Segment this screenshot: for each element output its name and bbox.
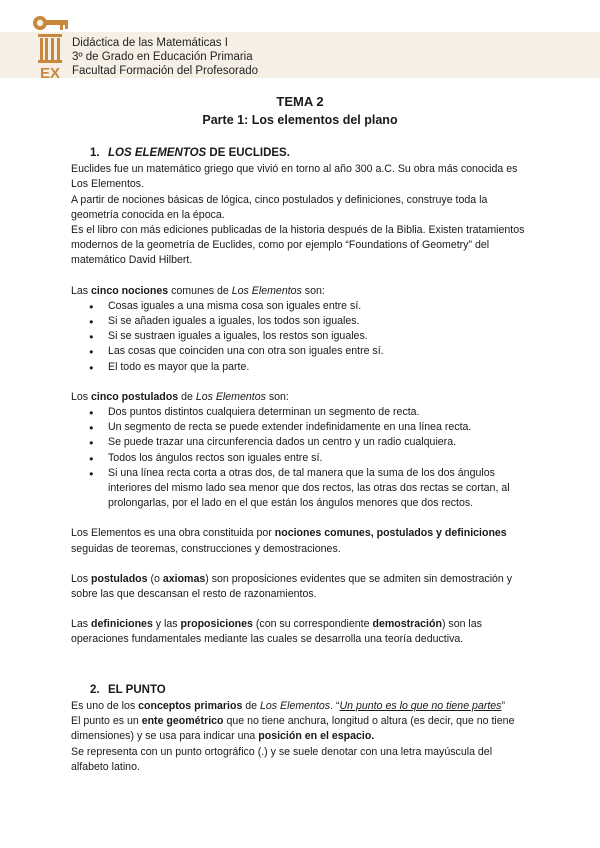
document-body: [71, 146, 531, 775]
list-item: ● Si una línea recta corta a otras dos, de tal manera que la suma de los dos ángulos interiores del mismo lado sea menor que dos rectos, las otras dos rectas se cortan, al prolongarlas, por el lado en el que están los ángulos menores que dos rectos.: [71, 466, 531, 512]
list-item: ● Cosas iguales a una misma cosa son iguales entre sí.: [71, 299, 531, 314]
list-item: ● Dos puntos distintos cualquiera determinan un segmento de recta.: [71, 405, 531, 420]
list-item: ● Las cosas que coinciden una con otra son iguales entre sí.: [71, 344, 531, 359]
list-item: ● Todos los ángulos rectos son iguales entre sí.: [71, 451, 531, 466]
header-text: [72, 36, 258, 78]
header-degree: 3º de Grado en Educación Primaria: [72, 51, 253, 63]
header-faculty: Facultad Formación del Profesorado: [72, 65, 259, 77]
page-title: TEMA 2: [276, 94, 324, 109]
list-item: ● Si se añaden iguales a iguales, los todos son iguales.: [71, 314, 531, 329]
paragraph: Es uno de los conceptos primarios de Los Elementos. “Un punto es lo que no tiene partes”: [71, 699, 506, 712]
list-item: ● Se puede trazar una circunferencia dados un centro y un radio cualquiera.: [71, 435, 531, 450]
paragraph: Los Elementos es una obra constituida por nociones comunes, postulados y definiciones seguidas de teoremas, construcciones y demostraciones.: [71, 527, 507, 555]
paragraph: Euclides fue un matemático griego que vivió en torno al año 300 a.C. Su obra más conocida es Los Elementos.: [71, 163, 518, 191]
section-2-heading: 2. EL PUNTO: [90, 683, 166, 696]
paragraph: Se representa con un punto ortográfico (.) y se suele denotar con una letra mayúscula del alfabeto latino.: [71, 745, 493, 773]
paragraph: El punto es un ente geométrico que no tiene anchura, longitud o altura (es decir, que no tiene dimensiones) y se usa para indicar una posición en el espacio.: [71, 715, 515, 743]
list-item: ● El todo es mayor que la parte.: [71, 360, 531, 375]
section-1-heading: 1. LOS ELEMENTOS DE EUCLIDES.: [90, 147, 290, 159]
list-item: ● Si se sustraen iguales a iguales, los restos son iguales.: [71, 329, 531, 344]
list-item: ● Un segmento de recta se puede extender indefinidamente en una línea recta.: [71, 420, 531, 435]
paragraph: Las definiciones y las proposiciones (con su correspondiente demostración) son las operaciones fundamentales mediante las cuales se desarrolla una teoría deductiva.: [71, 618, 482, 646]
page-subtitle: Parte 1: Los elementos del plano: [202, 113, 398, 127]
postulados-list: [71, 405, 531, 511]
svg-text:EX: EX: [39, 65, 61, 82]
paragraph: Es el libro con más ediciones publicadas de la historia después de la Biblia. Existen tratamientos modernos de la geometría de Euclides, como por ejemplo “Foundations of Geometry” del matemático David Hilbert.: [71, 224, 525, 267]
paragraph: A partir de nociones básicas de lógica, cinco postulados y definiciones, construye toda la geometría conocida en la época.: [71, 193, 488, 221]
nociones-intro: Las cinco nociones comunes de Los Elementos son:: [71, 284, 325, 297]
university-logo: [30, 14, 70, 82]
nociones-list: [71, 299, 531, 375]
header-course: Didáctica de las Matemáticas I: [72, 37, 228, 49]
paragraph: Los postulados (o axiomas) son proposiciones evidentes que se admiten sin demostración y sobre las que descansan el resto de razonamientos.: [71, 572, 513, 601]
postulados-intro: Los cinco postulados de Los Elementos son:: [71, 390, 289, 403]
